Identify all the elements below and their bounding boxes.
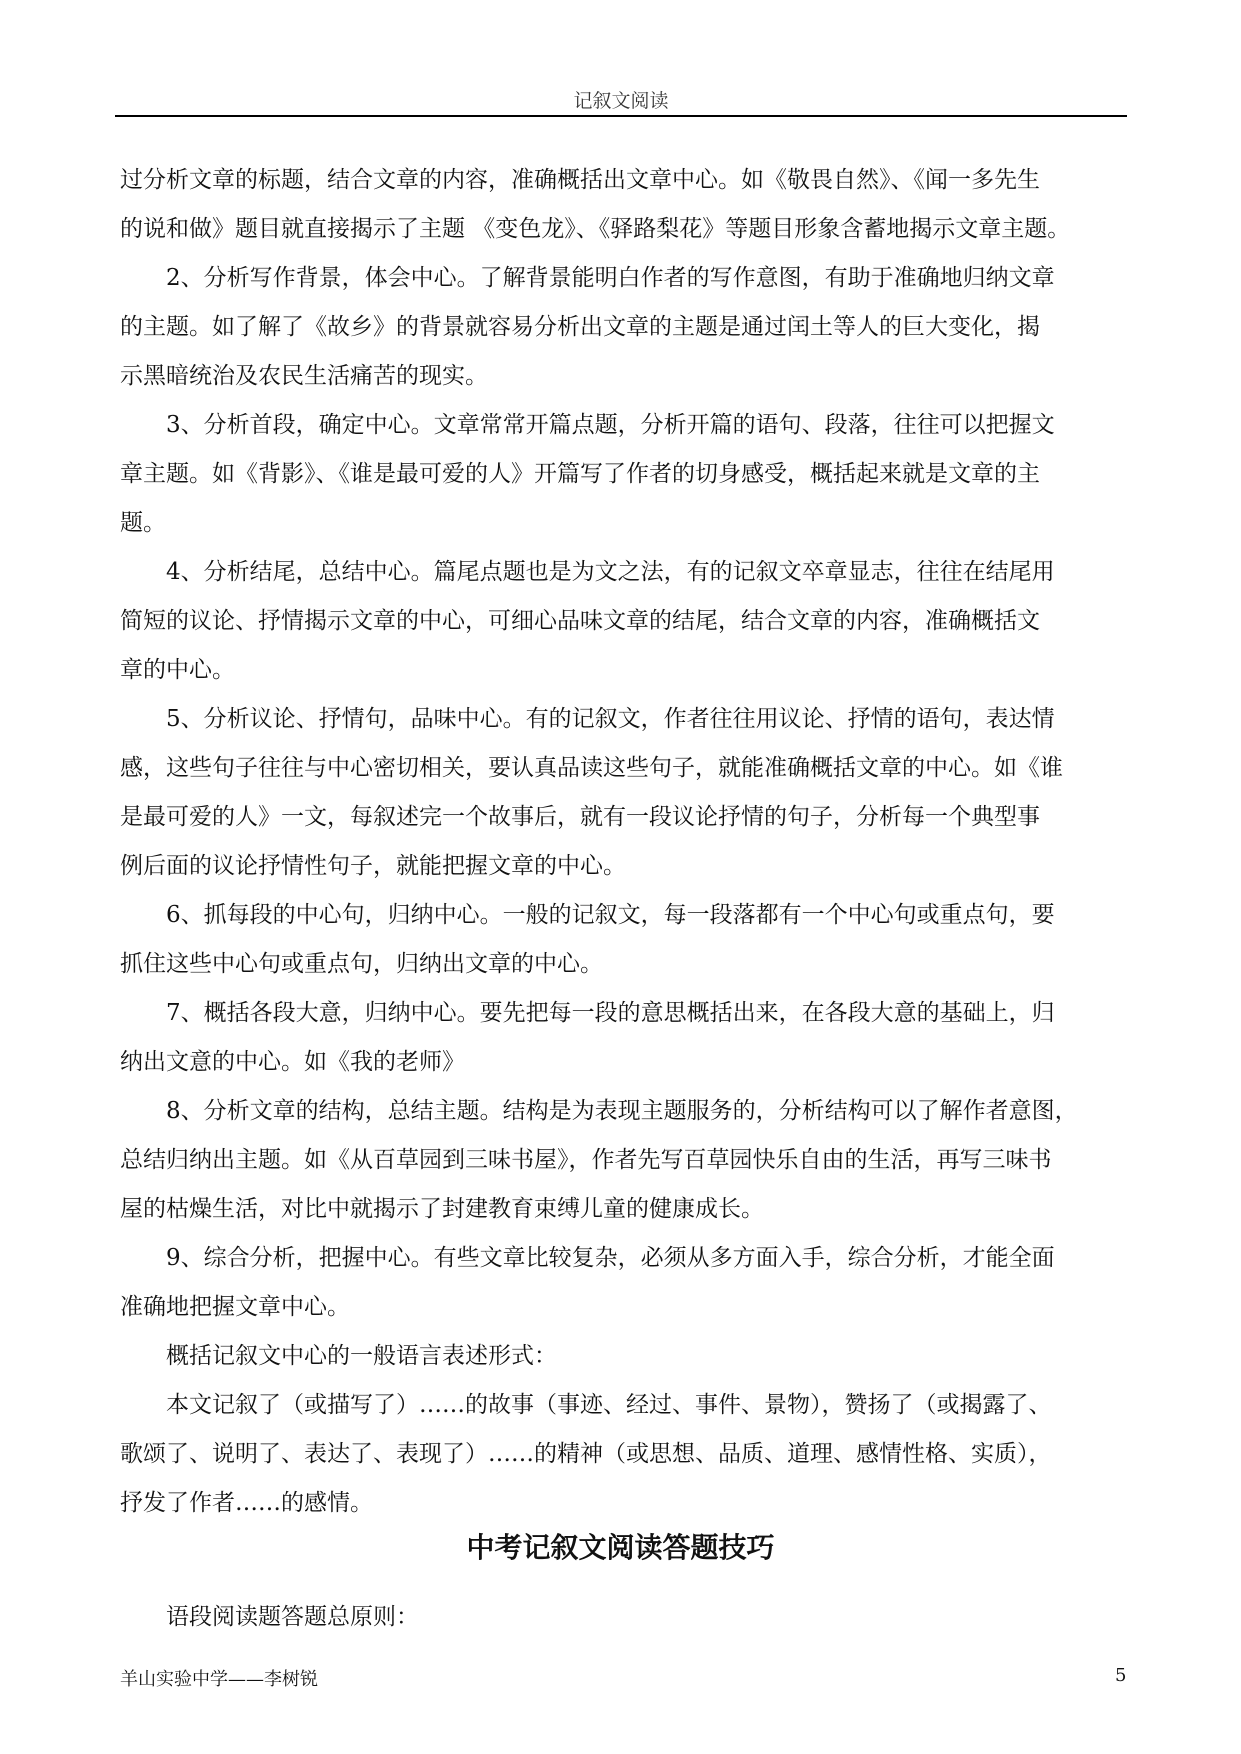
text-line: 章主题。如《背影》、《谁是最可爱的人》开篇写了作者的切身感受，概括起来就是文章的主 <box>120 461 1040 487</box>
text-line: 过分析文章的标题，结合文章的内容，准确概括出文章中心。如《敬畏自然》、《闻一多先生 <box>120 167 1040 193</box>
text-line: 是最可爱的人》一文，每叙述完一个故事后，就有一段议论抒情的句子，分析每一个典型事 <box>120 804 1040 830</box>
paragraph <box>120 1087 1130 1234</box>
text-line: 的主题。如了解了《故乡》的背景就容易分析出文章的主题是通过闰土等人的巨大变化，揭 <box>120 314 1040 340</box>
page-header <box>115 86 1127 116</box>
text-line: 8、分析文章的结构，总结主题。结构是为表现主题服务的，分析结构可以了解作者意图， <box>166 1098 1078 1124</box>
paragraph <box>120 1234 1130 1332</box>
paragraph <box>120 1332 1130 1381</box>
text-line: 题。 <box>120 510 166 536</box>
text-line: 4、分析结尾，总结中心。篇尾点题也是为文之法，有的记叙文卒章显志，往往在结尾用 <box>166 559 1055 585</box>
text-line: 2、分析写作背景，体会中心。了解背景能明白作者的写作意图，有助于准确地归纳文章 <box>166 265 1055 291</box>
footer-author: 羊山实验中学——李树锐 <box>120 1669 318 1690</box>
header-rule <box>115 115 1127 117</box>
section-title: 中考记叙文阅读答题技巧 <box>466 1531 775 1564</box>
text-line: 本文记叙了（或描写了）……的故事（事迹、经过、事件、景物），赞扬了（或揭露了、 <box>166 1392 1052 1418</box>
text-line: 准确地把握文章中心。 <box>120 1294 350 1320</box>
page-number: 5 <box>1115 1665 1127 1686</box>
paragraph <box>120 891 1130 989</box>
text-line: 感，这些句子往往与中心密切相关，要认真品读这些句子，就能准确概括文章的中心。如《谁 <box>120 755 1063 781</box>
paragraph <box>120 1381 1130 1528</box>
text-line: 6、抓每段的中心句，归纳中心。一般的记叙文，每一段落都有一个中心句或重点句，要 <box>166 902 1055 928</box>
text-line: 抓住这些中心句或重点句，归纳出文章的中心。 <box>120 951 603 977</box>
text-line: 简短的议论、抒情揭示文章的中心，可细心品味文章的结尾，结合文章的内容，准确概括文 <box>120 608 1040 634</box>
text-line: 3、分析首段，确定中心。文章常常开篇点题，分析开篇的语句、段落，往往可以把握文 <box>166 412 1055 438</box>
text-line: 概括记叙文中心的一般语言表述形式： <box>166 1343 557 1369</box>
text-line: 示黑暗统治及农民生活痛苦的现实。 <box>120 363 488 389</box>
paragraph <box>120 156 1130 254</box>
text-line: 9、综合分析，把握中心。有些文章比较复杂，必须从多方面入手，综合分析，才能全面 <box>166 1245 1055 1271</box>
text-line: 例后面的议论抒情性句子，就能把握文章的中心。 <box>120 853 626 879</box>
paragraph <box>120 695 1130 891</box>
text-line: 屋的枯燥生活，对比中就揭示了封建教育束缚儿童的健康成长。 <box>120 1196 764 1222</box>
text-line: 纳出文意的中心。如《我的老师》 <box>120 1049 465 1075</box>
text-line: 5、分析议论、抒情句，品味中心。有的记叙文，作者往往用议论、抒情的语句，表达情 <box>166 706 1055 732</box>
text-line: 总结归纳出主题。如《从百草园到三味书屋》，作者先写百草园快乐自由的生活，再写三味书 <box>120 1147 1052 1173</box>
text-line: 歌颂了、说明了、表达了、表现了）……的精神（或思想、品质、道理、感情性格、实质）， <box>120 1441 1052 1467</box>
text-line: 7、概括各段大意，归纳中心。要先把每一段的意思概括出来，在各段大意的基础上，归 <box>166 1000 1055 1026</box>
paragraph <box>120 548 1130 695</box>
principle-line: 语段阅读题答题总原则： <box>166 1604 419 1630</box>
paragraph <box>120 254 1130 401</box>
text-line: 的说和做》题目就直接揭示了主题 《变色龙》、《驿路梨花》等题目形象含蓄地揭示文章主题。 <box>120 216 1071 242</box>
paragraph <box>120 989 1130 1087</box>
header-title: 记叙文阅读 <box>573 90 669 112</box>
paragraph <box>120 401 1130 548</box>
text-line: 章的中心。 <box>120 657 235 683</box>
text-line: 抒发了作者……的感情。 <box>120 1490 373 1516</box>
body-text <box>120 156 1130 1528</box>
